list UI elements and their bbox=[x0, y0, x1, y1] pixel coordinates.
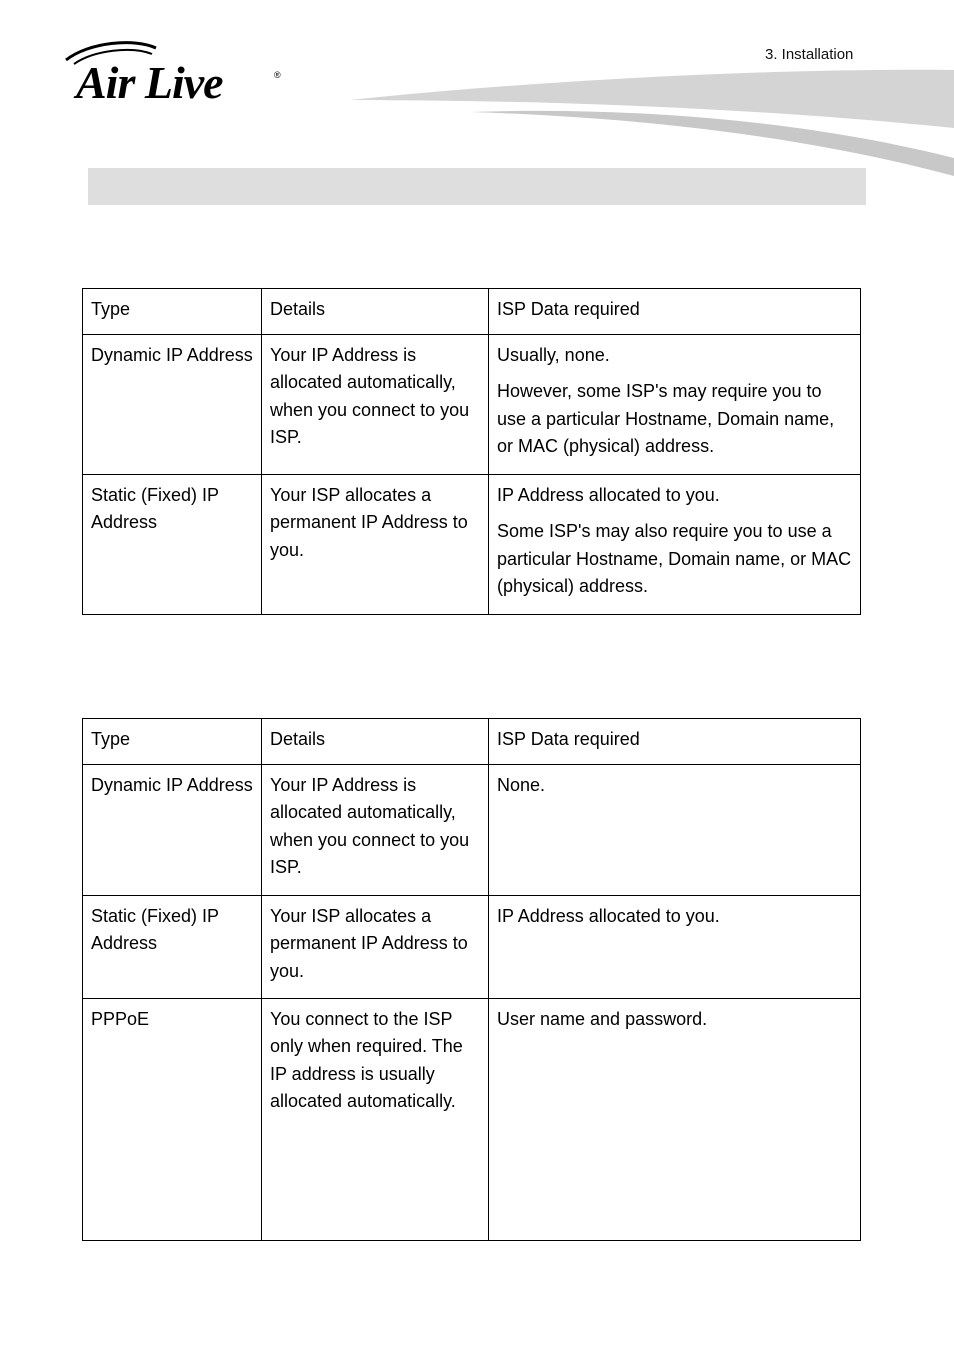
table-header-row bbox=[83, 719, 861, 765]
header-details: Details bbox=[262, 289, 489, 335]
table-row bbox=[83, 998, 861, 1240]
header-type: Type bbox=[83, 719, 262, 765]
cell-type: Dynamic IP Address bbox=[83, 334, 262, 474]
header-type: Type bbox=[83, 289, 262, 335]
isp-data-line: IP Address allocated to you. bbox=[497, 484, 720, 505]
table-row bbox=[83, 474, 861, 614]
header-isp-data: ISP Data required bbox=[489, 289, 861, 335]
table-row bbox=[83, 764, 861, 895]
cell-details: Your IP Address is allocated automatically, when you connect to you ISP. bbox=[262, 334, 489, 474]
isp-data-note: Some ISP's may also require you to use a particular Hostname, Domain name, or MAC (physical) address. bbox=[497, 521, 852, 596]
isp-connection-table-1 bbox=[82, 288, 861, 615]
cell-type: Static (Fixed) IP Address bbox=[83, 895, 262, 998]
cell-isp-data: IP Address allocated to you. bbox=[489, 895, 861, 998]
cell-details: You connect to the ISP only when required. The IP address is usually allocated automatically. bbox=[262, 998, 489, 1240]
header-details: Details bbox=[262, 719, 489, 765]
header-isp-data: ISP Data required bbox=[489, 719, 861, 765]
logo-text: Air Live bbox=[76, 57, 223, 108]
cell-isp-data bbox=[489, 334, 861, 474]
cell-type: Dynamic IP Address bbox=[83, 764, 262, 895]
chapter-label: 3. Installation bbox=[765, 46, 854, 63]
cell-isp-data: None. bbox=[489, 764, 861, 895]
airlive-logo bbox=[60, 40, 300, 110]
table-header-row bbox=[83, 289, 861, 335]
table-row bbox=[83, 895, 861, 998]
cell-details: Your IP Address is allocated automatically, when you connect to you ISP. bbox=[262, 764, 489, 895]
cell-isp-data bbox=[489, 474, 861, 614]
isp-data-note: However, some ISP's may require you to use a particular Hostname, Domain name, or MAC (physical) address. bbox=[497, 381, 835, 456]
table-row bbox=[83, 334, 861, 474]
cell-type: PPPoE bbox=[83, 998, 262, 1240]
section-title-bar bbox=[88, 168, 866, 205]
isp-data-line: Usually, none. bbox=[497, 344, 610, 365]
registered-mark: ® bbox=[274, 70, 281, 80]
isp-connection-table-2 bbox=[82, 718, 861, 1241]
cell-details: Your ISP allocates a permanent IP Address to you. bbox=[262, 895, 489, 998]
cell-type: Static (Fixed) IP Address bbox=[83, 474, 262, 614]
cell-details: Your ISP allocates a permanent IP Address to you. bbox=[262, 474, 489, 614]
cell-isp-data: User name and password. bbox=[489, 998, 861, 1240]
